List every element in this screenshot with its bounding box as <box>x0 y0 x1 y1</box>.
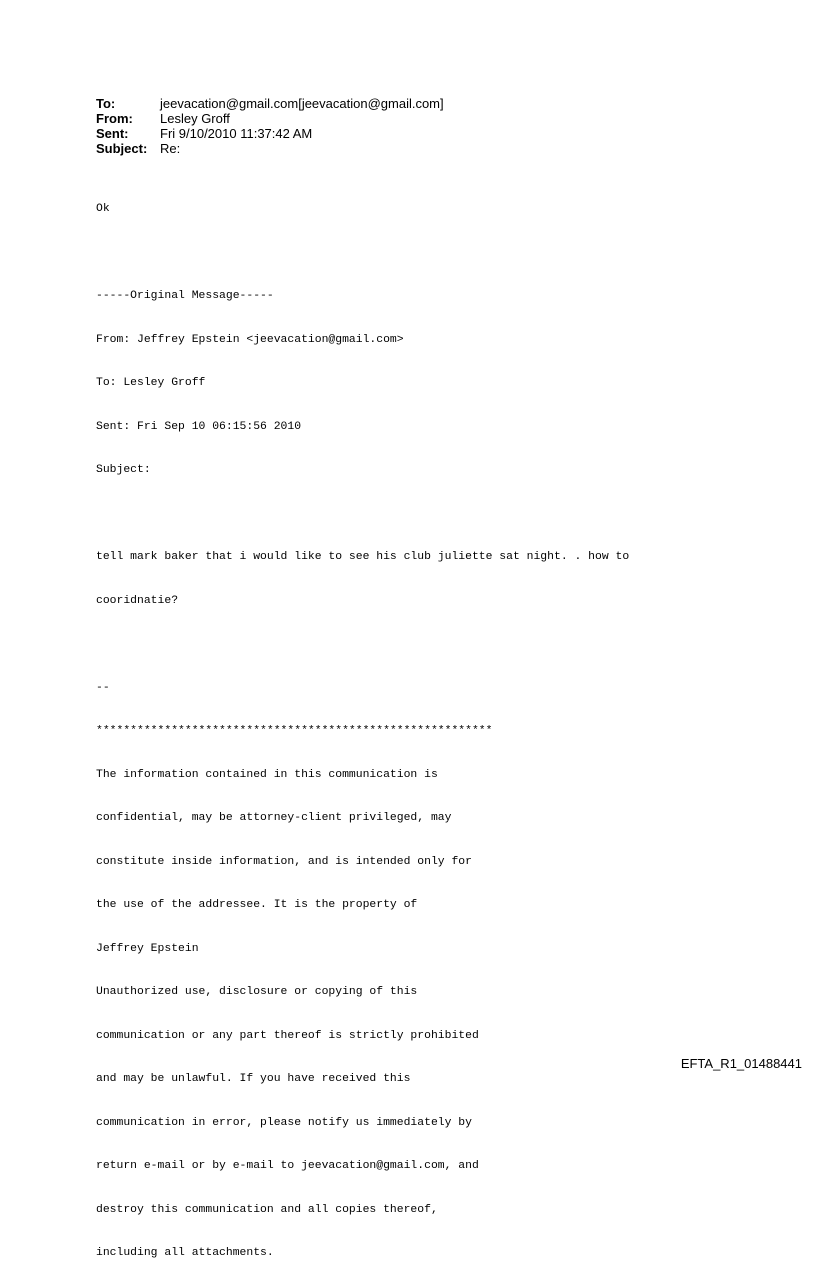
reply-text: Ok <box>96 203 110 215</box>
email-header <box>96 96 444 156</box>
signature-star-line: ********************************************************** <box>96 725 493 737</box>
from-value: Lesley Groff <box>160 111 230 126</box>
to-row <box>96 96 444 111</box>
document-id: EFTA_R1_01488441 <box>680 1056 802 1071</box>
disclaimer-line: The information contained in this communication is <box>96 768 438 781</box>
spacer <box>96 507 629 522</box>
disclaimer-line: the use of the addressee. It is the property of <box>96 899 418 911</box>
subject-row <box>96 141 444 156</box>
disclaimer-line: Unauthorized use, disclosure or copying of this <box>96 986 418 998</box>
disclaimer-line: including all attachments. <box>96 1247 274 1259</box>
subject-value: Re: <box>160 141 181 156</box>
from-label: From: <box>96 111 133 126</box>
disclaimer-line: Jeffrey Epstein <box>96 942 199 955</box>
email-body <box>96 173 629 1275</box>
disclaimer-line: constitute inside information, and is intended only for <box>96 855 472 868</box>
sent-row <box>96 126 444 141</box>
original-from-line: From: Jeffrey Epstein <jeevacation@gmail.com> <box>96 333 404 346</box>
disclaimer-line: confidential, may be attorney-client privileged, may <box>96 812 452 824</box>
message-body-line: tell mark baker that i would like to see his club juliette sat night. . how to <box>96 551 630 563</box>
spacer <box>96 637 629 652</box>
original-to-line: To: Lesley Groff <box>96 377 206 389</box>
original-subject-line: Subject: <box>96 464 151 476</box>
disclaimer-line: return e-mail or by e-mail to jeevacation@gmail.com, and <box>96 1160 479 1172</box>
original-sent-line: Sent: Fri Sep 10 06:15:56 2010 <box>96 420 302 433</box>
spacer <box>96 246 629 261</box>
disclaimer-line: communication or any part thereof is strictly prohibited <box>96 1029 479 1042</box>
original-message-separator: -----Original Message----- <box>96 290 274 302</box>
sent-label: Sent: <box>96 126 129 141</box>
message-body-line: cooridnatie? <box>96 594 179 607</box>
disclaimer-line: communication in error, please notify us immediately by <box>96 1116 472 1129</box>
to-value: jeevacation@gmail.com[jeevacation@gmail.com] <box>160 96 444 111</box>
disclaimer-line: destroy this communication and all copies thereof, <box>96 1203 438 1216</box>
sent-value: Fri 9/10/2010 11:37:42 AM <box>160 126 313 141</box>
to-label: To: <box>96 96 116 111</box>
signature-dash-line: -- <box>96 681 110 694</box>
subject-label: Subject: <box>96 141 148 156</box>
disclaimer-line: and may be unlawful. If you have received this <box>96 1073 411 1085</box>
from-row <box>96 111 444 126</box>
